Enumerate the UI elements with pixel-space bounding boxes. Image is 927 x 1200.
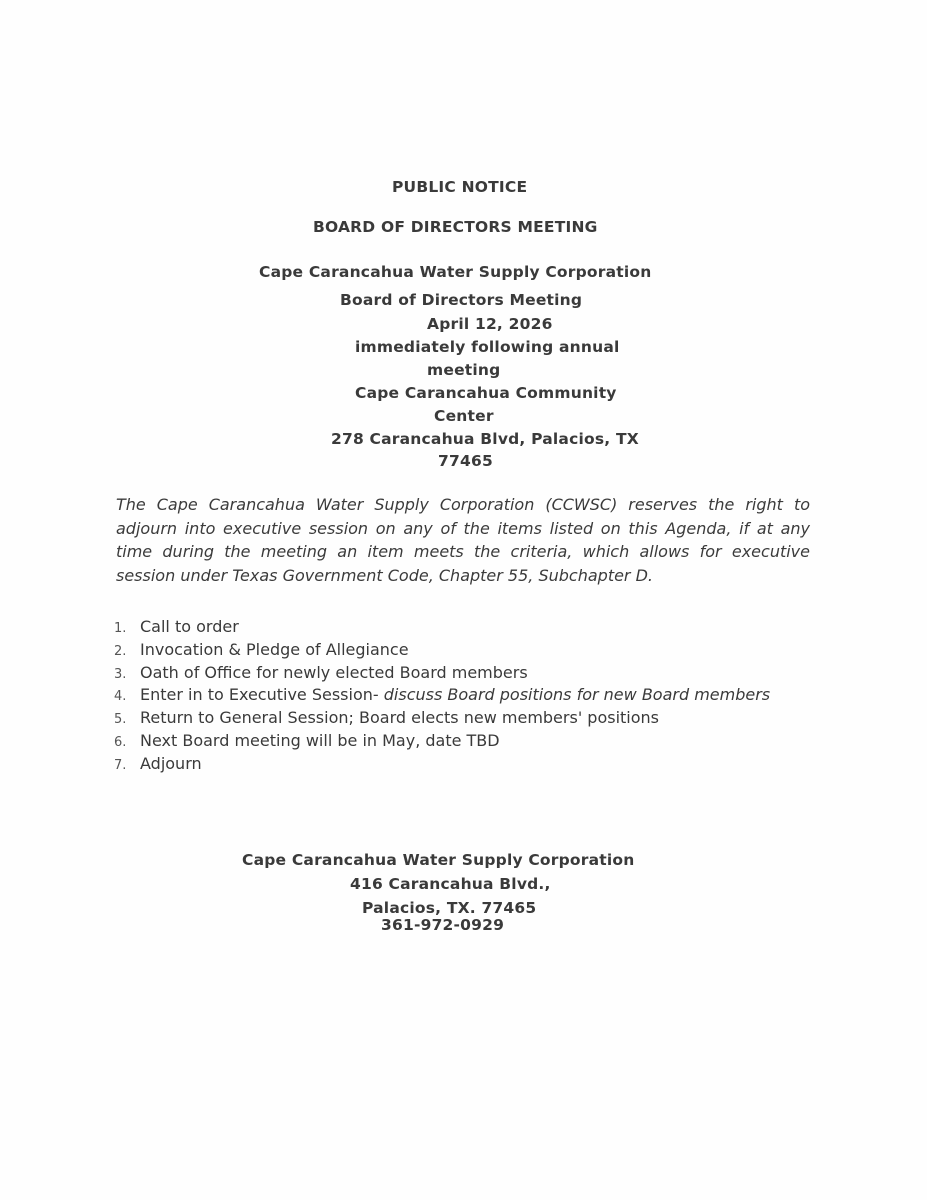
agenda-item (114, 616, 770, 639)
meeting-date: April 12, 2026 (427, 315, 553, 333)
agenda-list (114, 616, 770, 776)
agenda-item-text: Next Board meeting will be in May, date TBD (140, 730, 500, 750)
executive-session-notice: The Cape Carancahua Water Supply Corporation (CCWSC) reserves the right to adjourn into executive session on any of the items listed on this Agenda, if at any time during the meeting an item meets the criteria, which allows for executive session under Texas Government Code, Chapter 55, Subchapter D. (116, 495, 810, 585)
meeting-organization: Cape Carancahua Water Supply Corporation (259, 263, 652, 281)
agenda-item-italic-text: discuss Board positions for new Board members (383, 685, 771, 705)
agenda-item-text: Enter in to Executive Session- (140, 685, 384, 705)
footer-city: Palacios, TX. 77465 (362, 899, 537, 917)
agenda-item (114, 639, 770, 662)
agenda-item-number: 3. (114, 666, 127, 682)
agenda-item-text: Oath of Office for newly elected Board members (140, 662, 528, 682)
agenda-item-number: 1. (114, 621, 127, 636)
agenda-item-text: Adjourn (140, 753, 202, 773)
agenda-item-text: Call to order (140, 617, 239, 636)
meeting-address-line1: 278 Carancahua Blvd, Palacios, TX (331, 430, 639, 448)
agenda-item-number: 7. (114, 757, 127, 773)
agenda-item (114, 753, 770, 776)
meeting-venue-line1: Cape Carancahua Community (355, 384, 617, 402)
agenda-item (114, 684, 770, 707)
agenda-item-text: Return to General Session; Board elects new members' positions (140, 708, 660, 728)
footer-phone: 361-972-0929 (381, 916, 505, 934)
meeting-time-line1: immediately following annual (355, 338, 620, 356)
footer-street: 416 Carancahua Blvd., (350, 875, 551, 893)
agenda-item-text: Invocation & Pledge of Allegiance (140, 639, 409, 659)
agenda-item (114, 662, 770, 685)
meeting-time-line2: meeting (427, 361, 501, 379)
notice-title: PUBLIC NOTICE (392, 178, 528, 196)
agenda-item-number: 4. (114, 689, 127, 705)
meeting-address-line2: 77465 (438, 452, 493, 470)
notice-subtitle: BOARD OF DIRECTORS MEETING (313, 218, 598, 236)
agenda-item (114, 707, 770, 730)
agenda-item-number: 6. (114, 734, 127, 750)
agenda-item-number: 2. (114, 643, 127, 659)
meeting-name: Board of Directors Meeting (340, 291, 583, 309)
footer-organization: Cape Carancahua Water Supply Corporation (242, 851, 635, 869)
agenda-item (114, 730, 770, 753)
meeting-venue-line2: Center (434, 407, 494, 425)
agenda-item-number: 5. (114, 712, 127, 728)
